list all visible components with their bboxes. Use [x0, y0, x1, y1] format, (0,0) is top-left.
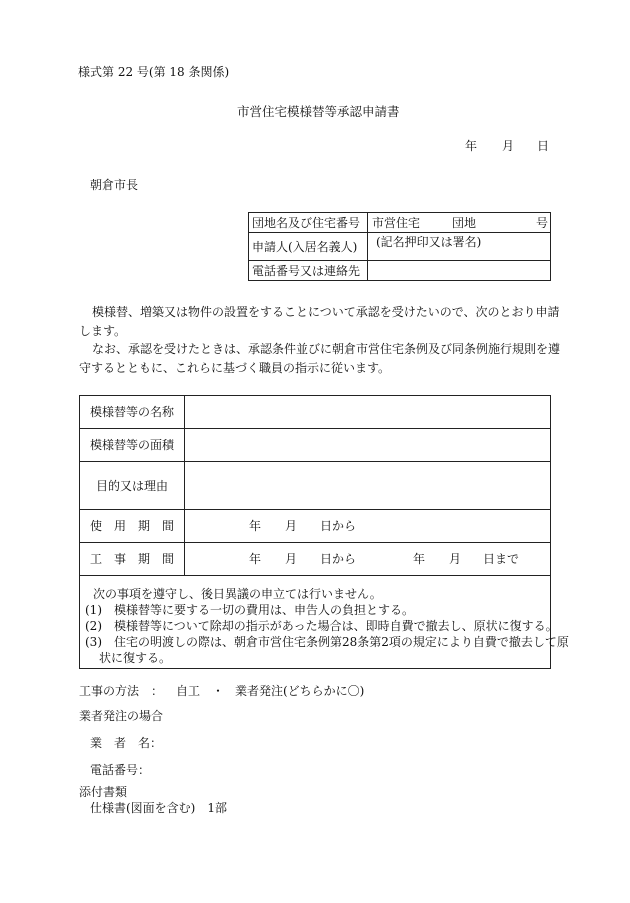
name-field[interactable]	[185, 396, 551, 429]
area-field[interactable]	[185, 429, 551, 462]
use-day: 日から	[320, 519, 357, 533]
attachment-item: 仕様書(図面を含む) 1部	[90, 801, 227, 815]
purpose-label: 目的又は理由	[80, 462, 185, 510]
area-label: 模様替等の面積	[80, 429, 185, 462]
applicant-table	[248, 212, 551, 281]
work-to-day: 日まで	[483, 552, 520, 566]
contact-label: 電話番号又は連絡先	[249, 261, 368, 281]
date-month: 月	[502, 139, 515, 153]
date-day: 日	[537, 139, 550, 153]
housing-number-field[interactable]	[368, 213, 551, 233]
work-to-month: 月	[449, 552, 462, 566]
attachments-heading: 添付書類	[79, 785, 128, 799]
form-number: 様式第 22 号(第 18 条関係)	[78, 65, 230, 79]
conditions-cell	[80, 576, 569, 669]
signature-hint: (記名押印又は署名)	[376, 235, 482, 249]
para1-line1: 模様替、増築又は物件の設置をすることについて承認を受けたいので、次のとおり申請	[92, 305, 560, 319]
method-option-self[interactable]: 自工	[176, 684, 201, 698]
work-period-label: 工 事 期 間	[80, 543, 185, 576]
detail-table	[79, 395, 569, 669]
condition-1: (1) 模様替等に要する一切の費用は、申告人の負担とする。	[85, 603, 415, 617]
use-year: 年	[249, 519, 262, 533]
method-separator: ・	[212, 684, 225, 698]
contact-field[interactable]	[368, 261, 551, 281]
contractor-heading: 業者発注の場合	[79, 709, 164, 723]
condition-3-line2: 状に復する。	[99, 651, 172, 665]
condition-2: (2) 模様替等について除却の指示があった場合は、即時自費で撤去し、原状に復する。	[85, 619, 558, 633]
housing-number-label: 団地名及び住宅番号	[249, 213, 368, 233]
applicant-label: 申請人(入居名義人)	[249, 233, 368, 261]
use-period-label: 使 用 期 間	[80, 510, 185, 543]
housing-suffix: 号	[536, 216, 549, 230]
work-period-field[interactable]	[185, 543, 551, 576]
purpose-field[interactable]	[185, 462, 551, 510]
method-label: 工事の方法 ：	[79, 684, 164, 698]
work-from-day: 日から	[320, 552, 357, 566]
housing-mid: 団地	[452, 216, 477, 230]
use-month: 月	[285, 519, 298, 533]
contractor-name-label: 業 者 名：	[90, 736, 163, 750]
work-from-year: 年	[249, 552, 262, 566]
contractor-phone-label: 電話番号：	[90, 763, 151, 777]
condition-3-line1: (3) 住宅の明渡しの際は、朝倉市営住宅条例第28条第2項の規定により自費で撤去して原	[85, 635, 569, 649]
para2-line1: なお、承認を受けたときは、承認条件並びに朝倉市営住宅条例及び同条例施行規則を遵	[92, 342, 561, 356]
addressee: 朝倉市長	[90, 178, 139, 192]
page-title: 市営住宅模様替等承認申請書	[237, 104, 400, 119]
method-option-contractor[interactable]: 業者発注(どちらかに〇)	[235, 684, 365, 698]
name-label: 模様替等の名称	[80, 396, 185, 429]
para1-line2: します。	[79, 324, 127, 338]
applicant-field[interactable]	[368, 233, 551, 261]
conditions-intro: 次の事項を遵守し、後日異議の申立ては行いません。	[93, 587, 382, 601]
work-from-month: 月	[285, 552, 298, 566]
work-to-year: 年	[413, 552, 426, 566]
para2-line2: 守するとともに、これらに基づく職員の指示に従います。	[79, 361, 391, 375]
date-year: 年	[465, 139, 478, 153]
housing-prefix: 市営住宅	[372, 216, 421, 230]
use-period-field[interactable]	[185, 510, 551, 543]
